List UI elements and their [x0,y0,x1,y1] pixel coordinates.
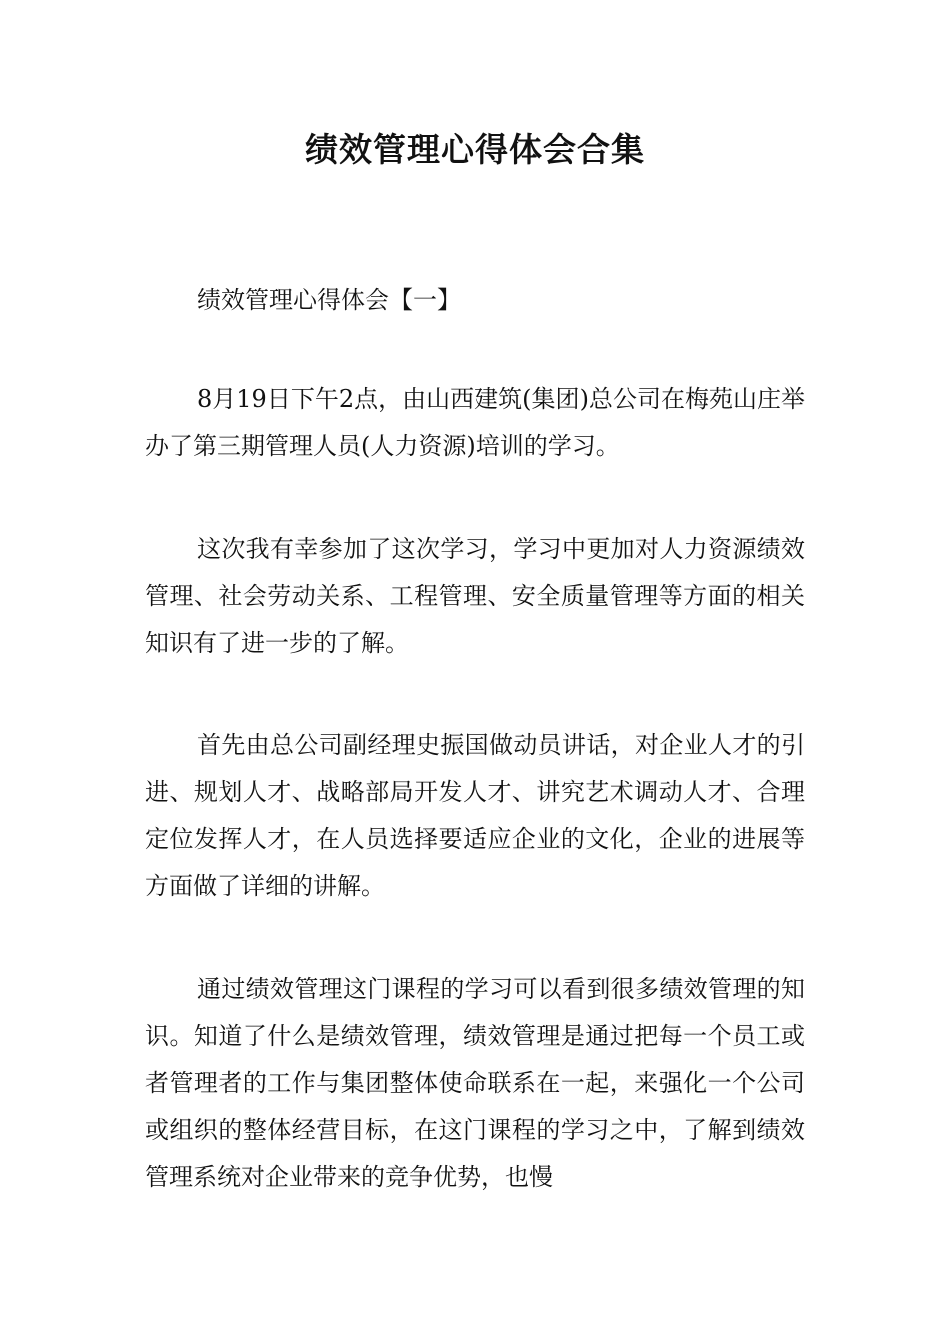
document-title: 绩效管理心得体会合集 [305,130,645,169]
section-heading: 绩效管理心得体会【一】 [197,286,461,314]
paragraph: 首先由总公司副经理史振国做动员讲话，对企业人才的引进、规划人才、战略部局开发人才、讲究艺术调动人才、合理定位发挥人才，在人员选择要适应企业的文化，企业的进展等方面做了详细的讲解。 [145,731,805,900]
paragraph: 8月19日下午2点，由山西建筑(集团)总公司在梅苑山庄举办了第三期管理人员(人力资源)培训的学习。 [145,385,805,460]
paragraph: 通过绩效管理这门课程的学习可以看到很多绩效管理的知识。知道了什么是绩效管理，绩效管理是通过把每一个员工或者管理者的工作与集团整体使命联系在一起，来强化一个公司或组织的整体经营目标，在这门课程的学习之中，了解到绩效管理系统对企业带来的竞争优势，也慢 [145,975,805,1191]
paragraph: 这次我有幸参加了这次学习，学习中更加对人力资源绩效管理、社会劳动关系、工程管理、安全质量管理等方面的相关知识有了进一步的了解。 [145,535,805,657]
